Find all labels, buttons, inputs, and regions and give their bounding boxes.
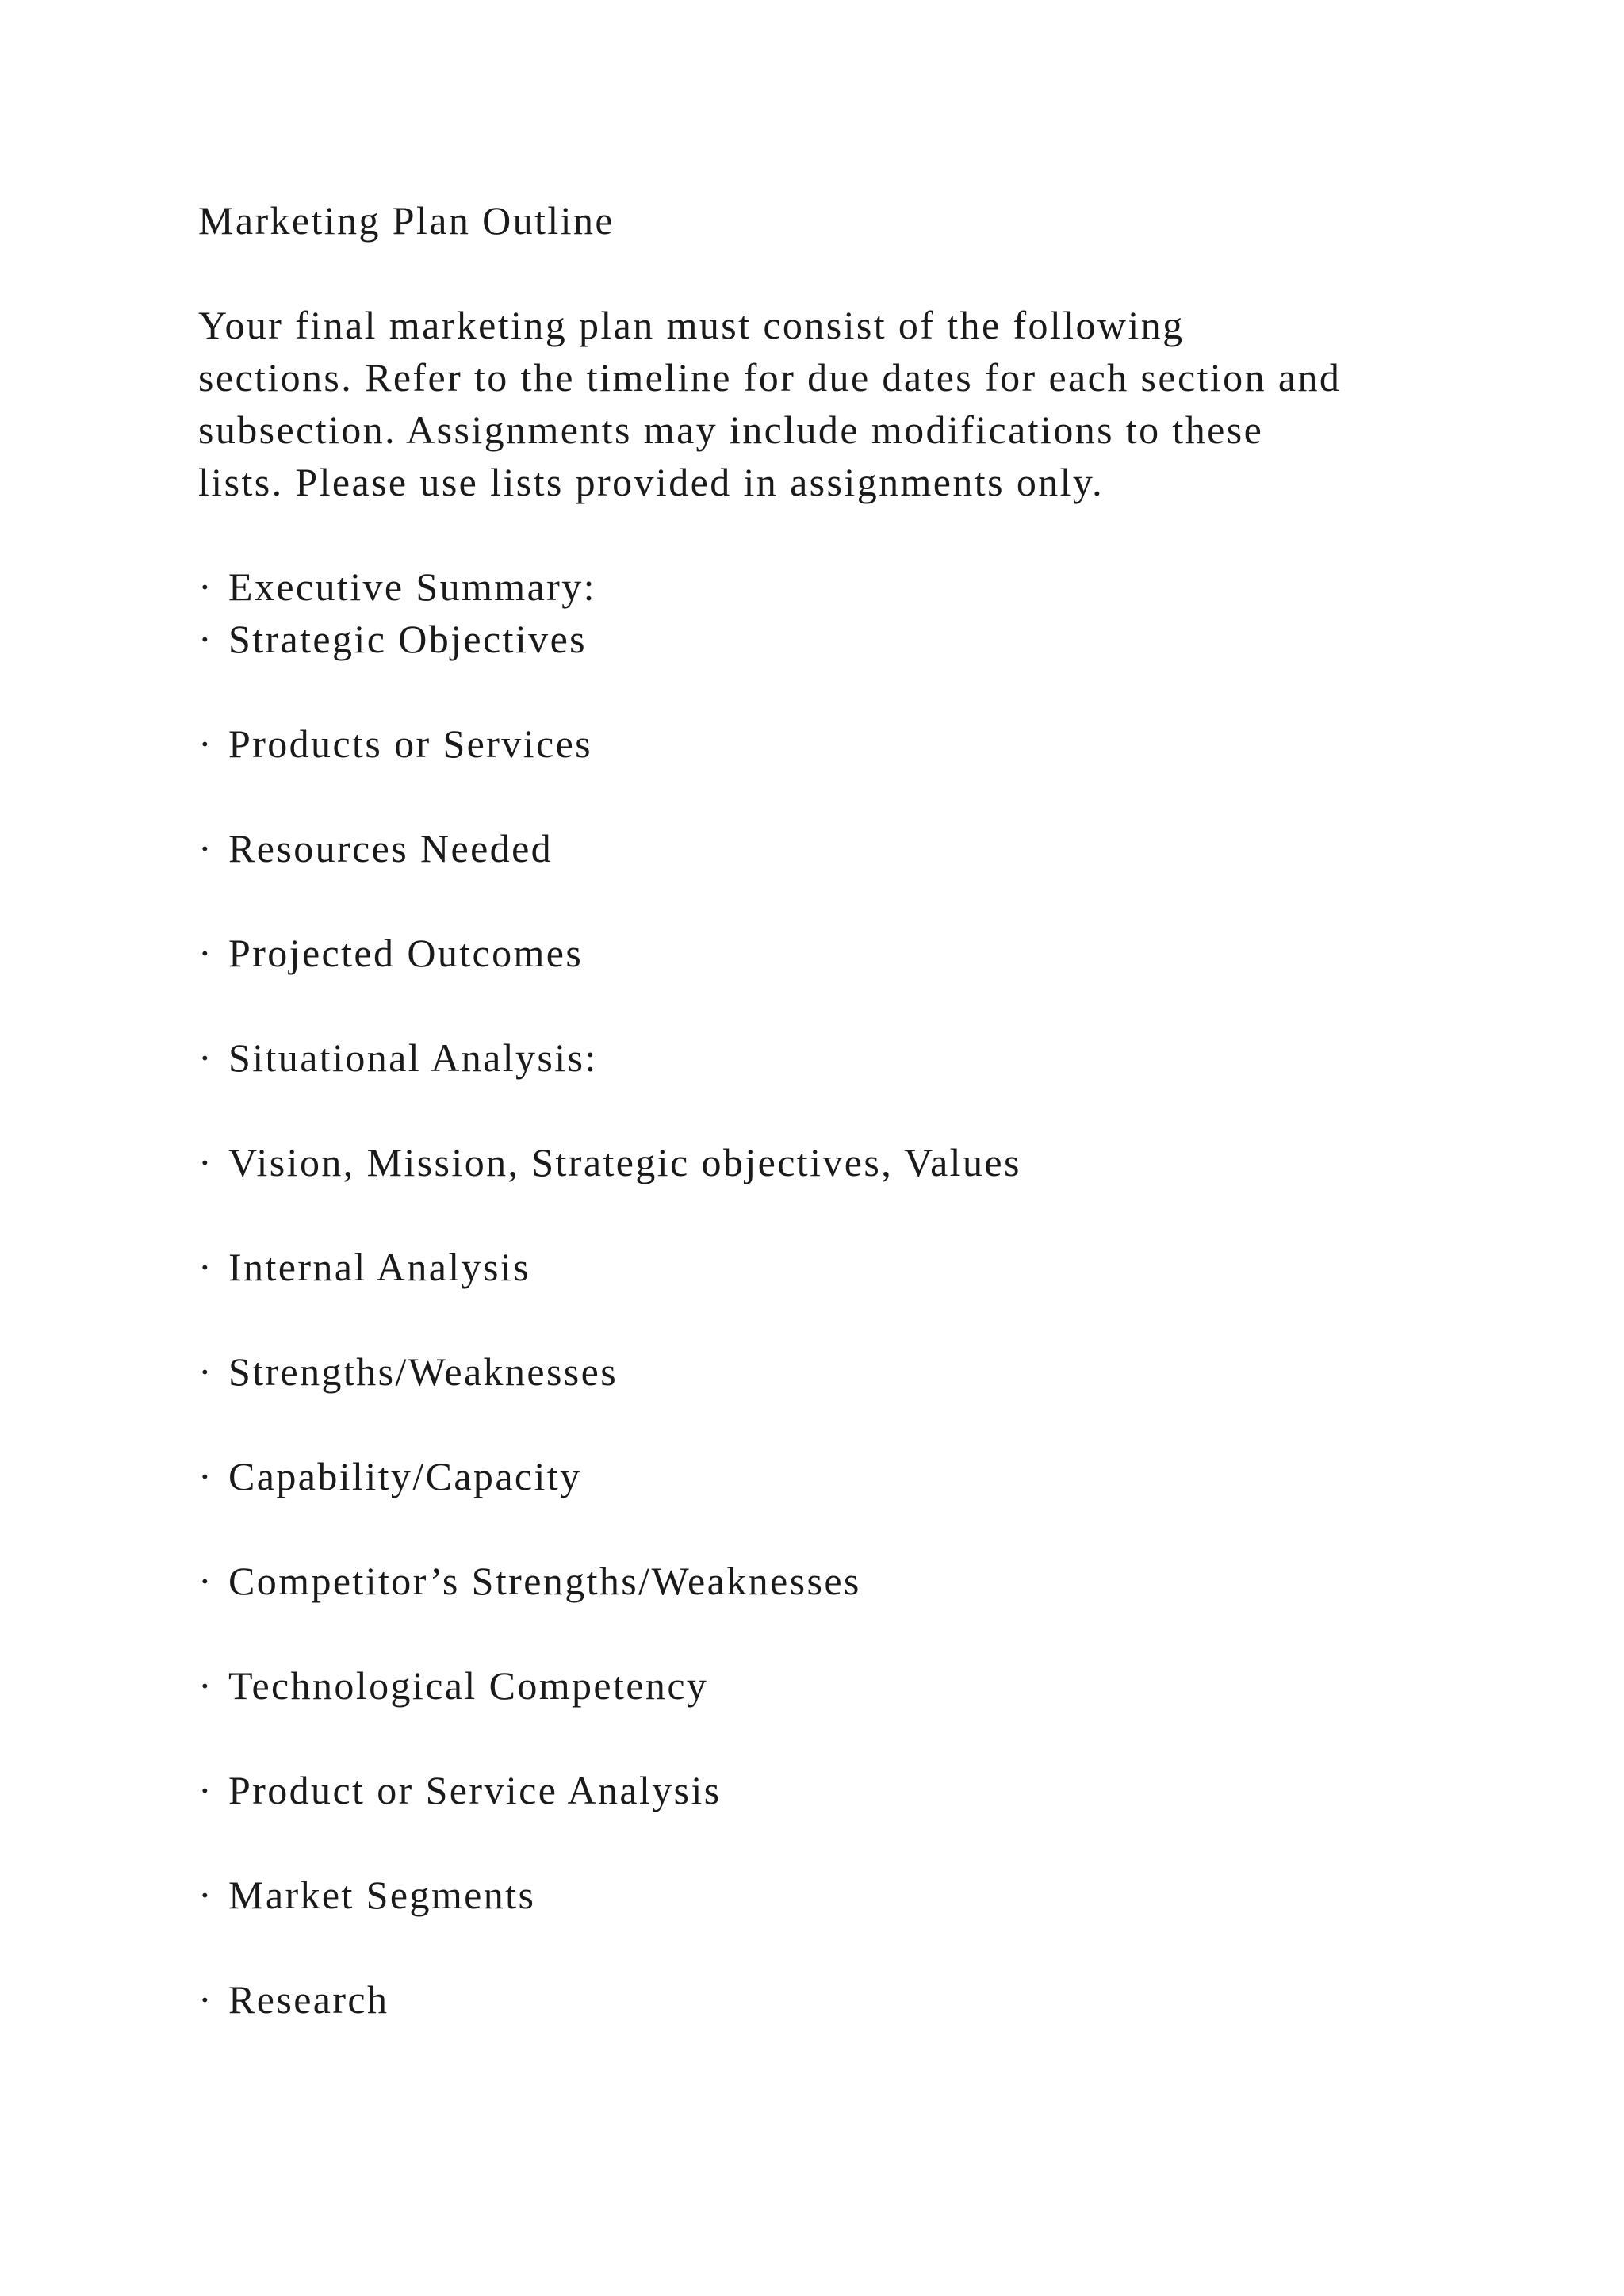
intro-line: Your final marketing plan must consist of the following [198, 303, 1185, 347]
bullet-icon: · [198, 1768, 214, 1812]
list-item-label: Technological Competency [228, 1663, 709, 1708]
list-item [198, 1659, 1021, 1712]
intro-paragraph [198, 299, 1467, 508]
bullet-icon: · [198, 1559, 214, 1603]
list-item [198, 1869, 1021, 1921]
list-item-label: Projected Outcomes [228, 931, 584, 975]
list-item [198, 613, 1021, 665]
bullet-icon: · [198, 617, 214, 661]
list-item [198, 1345, 1021, 1398]
section-list [198, 561, 1021, 2026]
list-item [198, 718, 1021, 770]
list-item-label: Products or Services [228, 721, 593, 766]
intro-line: lists. Please use lists provided in assignments only. [198, 460, 1104, 504]
bullet-icon: · [198, 826, 214, 871]
list-item [198, 1973, 1021, 2026]
bullet-icon: · [198, 1873, 214, 1917]
list-item [198, 927, 1021, 979]
bullet-icon: · [198, 1349, 214, 1394]
list-item-label: Situational Analysis: [228, 1035, 598, 1080]
list-item-label: Vision, Mission, Strategic objectives, Values [228, 1140, 1021, 1184]
document-title: Marketing Plan Outline [198, 198, 615, 243]
list-item [198, 1031, 1021, 1084]
bullet-icon: · [198, 721, 214, 766]
bullet-icon: · [198, 1245, 214, 1289]
list-item-label: Resources Needed [228, 826, 553, 871]
list-item [198, 822, 1021, 874]
list-item-label: Competitor’s Strengths/Weaknesses [228, 1559, 861, 1603]
list-item-label: Market Segments [228, 1873, 536, 1917]
bullet-icon: · [198, 564, 214, 609]
list-item [198, 1241, 1021, 1293]
list-item-label: Product or Service Analysis [228, 1768, 722, 1812]
list-item [198, 1555, 1021, 1607]
list-item-label: Executive Summary: [228, 564, 596, 609]
list-item [198, 1450, 1021, 1502]
list-item-label: Research [228, 1977, 389, 2022]
bullet-icon: · [198, 1663, 214, 1708]
bullet-icon: · [198, 931, 214, 975]
bullet-icon: · [198, 1977, 214, 2022]
bullet-icon: · [198, 1035, 214, 1080]
list-item-label: Capability/Capacity [228, 1454, 582, 1498]
list-item-label: Internal Analysis [228, 1245, 531, 1289]
list-item [198, 561, 1021, 613]
intro-line: subsection. Assignments may include modifications to these [198, 408, 1264, 452]
bullet-icon: · [198, 1454, 214, 1498]
list-item-label: Strategic Objectives [228, 617, 588, 661]
list-item-label: Strengths/Weaknesses [228, 1349, 619, 1394]
list-item [198, 1136, 1021, 1188]
list-item [198, 1764, 1021, 1816]
bullet-icon: · [198, 1140, 214, 1184]
intro-line: sections. Refer to the timeline for due dates for each section and [198, 355, 1342, 400]
